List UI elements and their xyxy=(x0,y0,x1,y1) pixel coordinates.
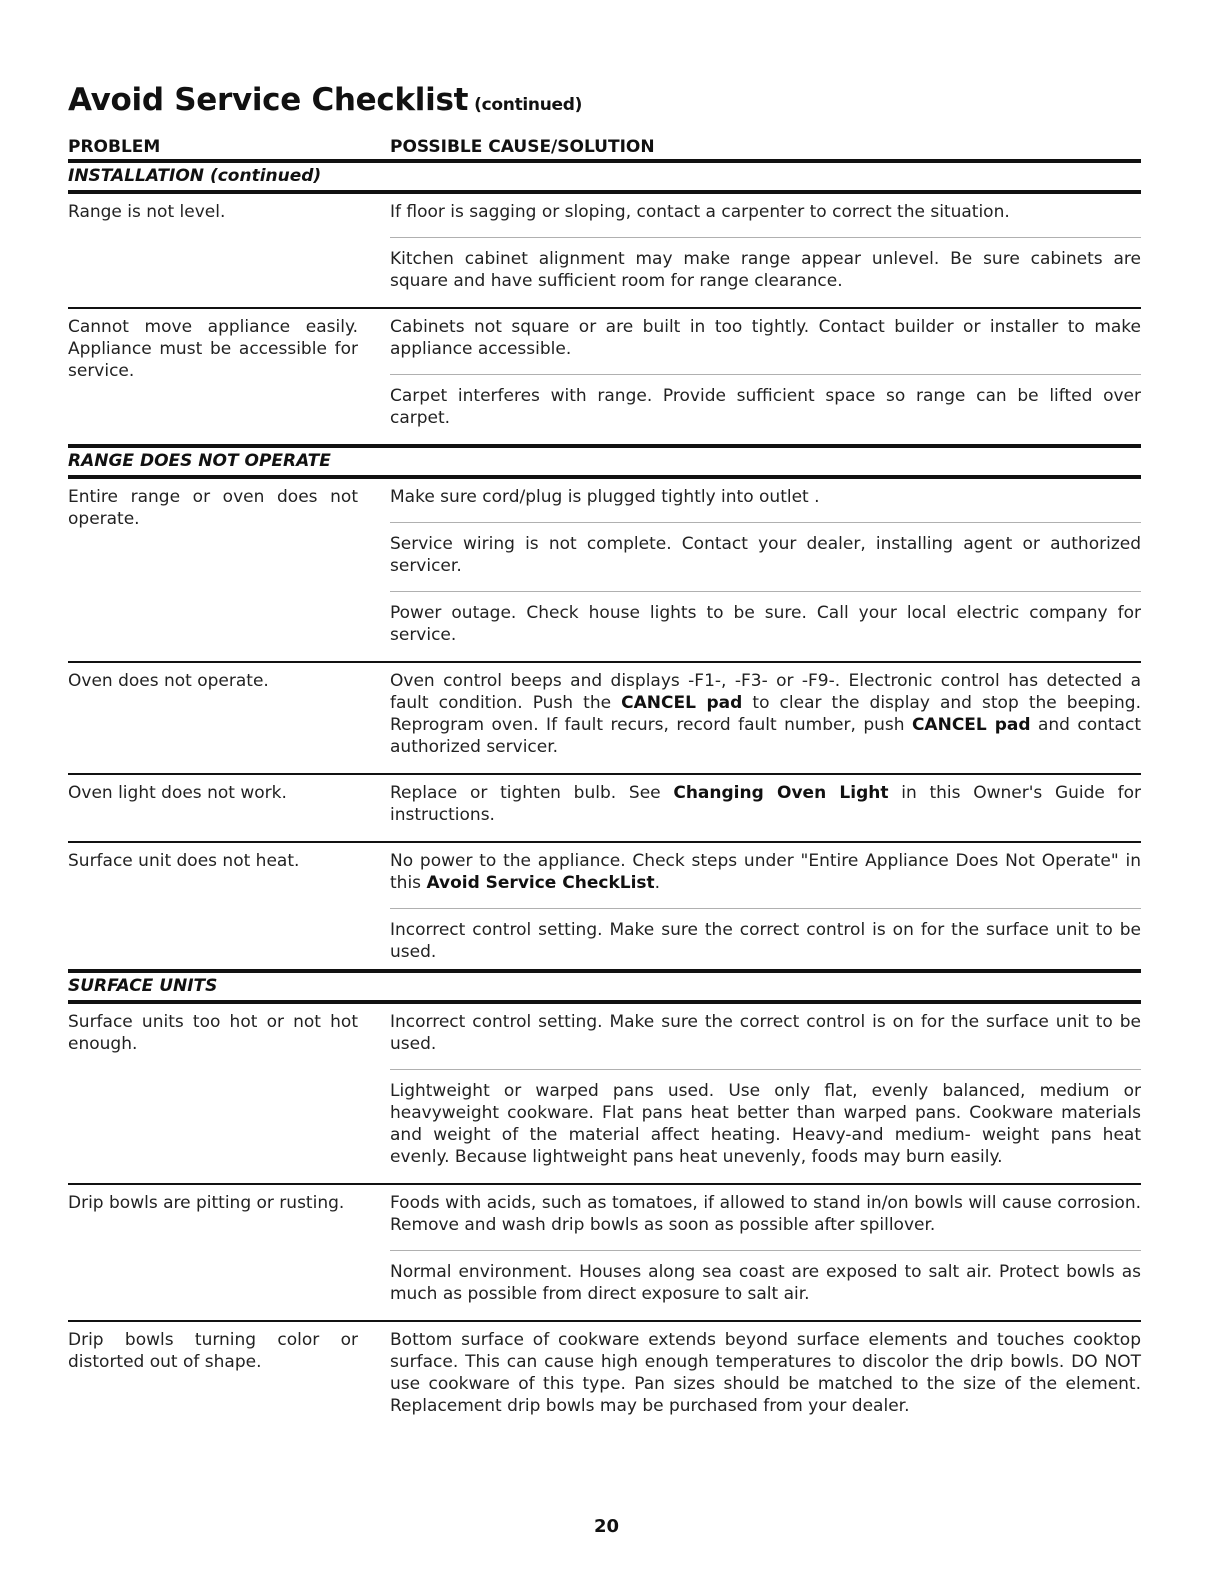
section-heading-installation: INSTALLATION (continued) xyxy=(68,166,322,186)
checklist-reference: Avoid Service CheckList xyxy=(426,873,655,893)
solution-text: Cabinets not square or are built in too tightly. Contact builder or installer to make appliance accessible. xyxy=(390,317,1141,359)
problem-text: Entire range or oven does not operate. xyxy=(68,487,358,529)
solution-separator xyxy=(390,522,1141,523)
solution-text: Power outage. Check house lights to be sure. Call your local electric company for service. xyxy=(390,603,1141,645)
solution-separator xyxy=(390,237,1141,238)
solutions xyxy=(390,194,1141,292)
solution-fragment: to clear the display and stop the beeping. Reprogram oven. If fault recurs, record fault number, push xyxy=(390,693,1141,735)
solution-text: Carpet interferes with range. Provide sufficient space so range can be lifted over carpet. xyxy=(390,386,1141,428)
solution-fragment: No power to the appliance. Check steps under "Entire Appliance Does Not Operate" in this xyxy=(390,851,1141,893)
column-header-problem: PROBLEM xyxy=(68,137,161,157)
problem-text: Surface unit does not heat. xyxy=(68,851,300,871)
solution-fragment: . xyxy=(654,873,661,893)
solutions xyxy=(390,1322,1141,1417)
problem-text: Range is not level. xyxy=(68,202,226,222)
table-row xyxy=(68,479,1141,646)
solution-fragment: Oven control beeps and displays -F1-, -F3- or -F9-. Electronic control has detected a fault condition. Push the xyxy=(390,671,1141,713)
table-row xyxy=(68,775,1141,826)
solutions xyxy=(390,775,1141,826)
table-row xyxy=(68,843,1141,963)
solutions xyxy=(390,1004,1141,1168)
solution-fragment: in this Owner's Guide for instructions. xyxy=(390,783,1141,825)
solution-separator xyxy=(390,908,1141,909)
solution-text: Service wiring is not complete. Contact your dealer, installing agent or authorized servicer. xyxy=(390,534,1141,576)
cancel-pad-label: CANCEL pad xyxy=(911,715,1031,735)
solution-text: Make sure cord/plug is plugged tightly into outlet . xyxy=(390,487,820,507)
changing-oven-light-reference: Changing Oven Light xyxy=(673,783,889,803)
solutions xyxy=(390,309,1141,429)
checklist-page xyxy=(68,80,1141,1417)
solutions xyxy=(390,663,1141,758)
solution-fragment: and contact authorized servicer. xyxy=(390,715,1141,757)
table-row xyxy=(68,663,1141,758)
table-row xyxy=(68,1322,1141,1417)
solution-separator xyxy=(390,374,1141,375)
section-heading-surface-units: SURFACE UNITS xyxy=(68,976,218,996)
solution-text xyxy=(390,663,1141,758)
solution-separator xyxy=(390,1069,1141,1070)
table-row xyxy=(68,194,1141,292)
solution-text: Lightweight or warped pans used. Use only flat, evenly balanced, medium or heavyweight cookware. Flat pans heat better than warped pans. Cookware materials and weight of the material affect heating. Heavy-and medium- weight pans heat evenly. Because lightweight pans heat unevenly, foods may burn easily. xyxy=(390,1081,1141,1167)
problem-text: Surface units too hot or not hot enough. xyxy=(68,1012,358,1054)
solution-text: If floor is sagging or sloping, contact a carpenter to correct the situation. xyxy=(390,202,1010,222)
solution-text xyxy=(390,775,1141,826)
section-heading-range-does-not-operate: RANGE DOES NOT OPERATE xyxy=(68,451,331,471)
table-row xyxy=(68,1185,1141,1305)
solution-text: Incorrect control setting. Make sure the correct control is on for the surface unit to be used. xyxy=(390,920,1141,962)
solution-fragment: Replace or tighten bulb. See xyxy=(390,783,674,803)
solution-text: Bottom surface of cookware extends beyond surface elements and touches cooktop surface. This can cause high enough temperatures to discolor the drip bowls. DO NOT use cookware of this type. Pan sizes should be matched to the size of the element. Replacement drip bowls may be purchased from your dealer. xyxy=(390,1330,1141,1416)
solution-separator xyxy=(390,1250,1141,1251)
cancel-pad-label: CANCEL pad xyxy=(621,693,743,713)
column-header-solution: POSSIBLE CAUSE/SOLUTION xyxy=(390,137,655,157)
problem-text: Oven does not operate. xyxy=(68,671,269,691)
page-title xyxy=(68,80,1141,125)
solutions xyxy=(390,843,1141,963)
problem-text: Drip bowls turning color or distorted out of shape. xyxy=(68,1330,358,1372)
title-suffix: (continued) xyxy=(474,95,583,115)
solution-text: Incorrect control setting. Make sure the correct control is on for the surface unit to be used. xyxy=(390,1012,1141,1054)
solutions xyxy=(390,479,1141,646)
table-row xyxy=(68,309,1141,429)
solutions xyxy=(390,1185,1141,1305)
table-row xyxy=(68,1004,1141,1168)
solution-text: Normal environment. Houses along sea coast are exposed to salt air. Protect bowls as much as possible from direct exposure to salt air. xyxy=(390,1262,1141,1304)
title-text: Avoid Service Checklist xyxy=(68,82,469,118)
problem-text: Drip bowls are pitting or rusting. xyxy=(68,1193,345,1213)
solution-text xyxy=(390,843,1141,894)
problem-text: Cannot move appliance easily. Appliance must be accessible for service. xyxy=(68,317,358,381)
page-number: 20 xyxy=(593,1516,620,1537)
column-headers xyxy=(68,135,1141,159)
solution-text: Kitchen cabinet alignment may make range appear unlevel. Be sure cabinets are square and have sufficient room for range clearance. xyxy=(390,249,1141,291)
solution-separator xyxy=(390,591,1141,592)
problem-text: Oven light does not work. xyxy=(68,783,287,803)
solution-text: Foods with acids, such as tomatoes, if allowed to stand in/on bowls will cause corrosion. Remove and wash drip bowls as soon as possible after spillover. xyxy=(390,1193,1141,1235)
